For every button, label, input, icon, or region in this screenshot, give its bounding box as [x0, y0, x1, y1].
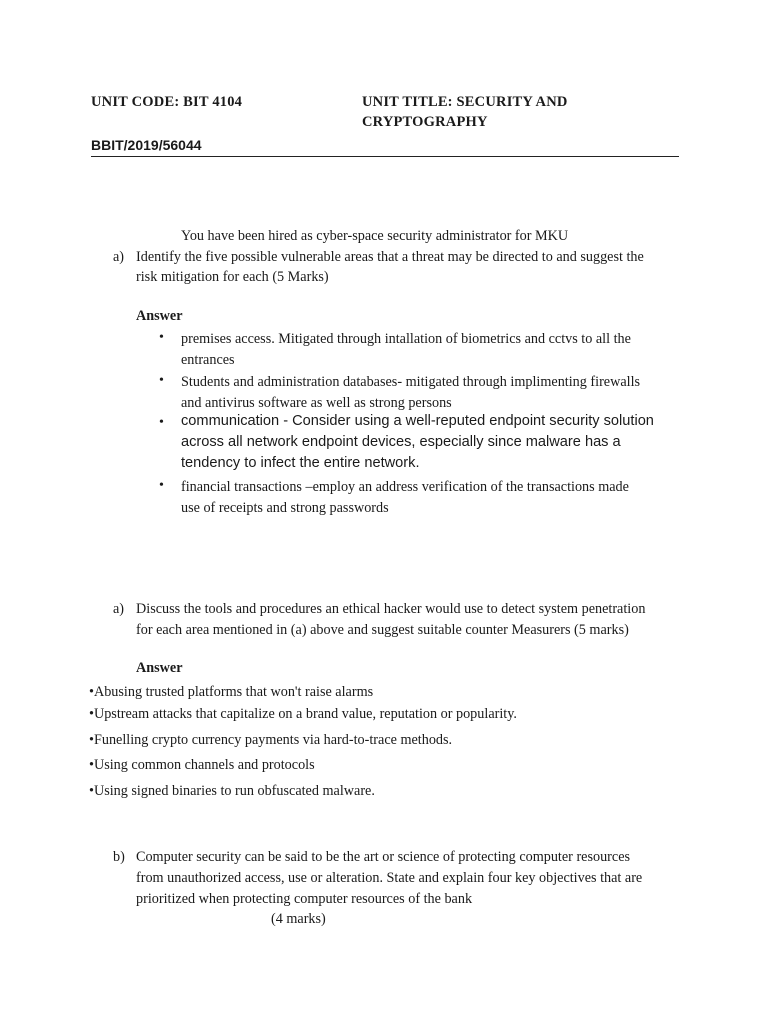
bullet-icon: •: [89, 757, 94, 773]
list-item-line: tendency to infect the entire network.: [181, 455, 420, 471]
unit-title-line2: CRYPTOGRAPHY: [362, 114, 488, 130]
q3-label: b): [113, 849, 125, 865]
bullet-icon: •: [89, 706, 94, 722]
list-item: [89, 755, 315, 776]
list-item-line: use of receipts and strong passwords: [181, 499, 389, 516]
header-divider: [91, 156, 679, 157]
list-item: [89, 682, 373, 703]
q3-marks: (4 marks): [271, 911, 326, 927]
q1-label: a): [113, 249, 125, 265]
q2-text-line2: for each area mentioned in (a) above and suggest suitable counter Measurers (5 marks): [136, 622, 629, 638]
bullet-icon: •: [159, 373, 164, 388]
list-item-text: Upstream attacks that capitalize on a brand value, reputation or popularity.: [93, 706, 517, 722]
q1-text-line1: Identify the five possible vulnerable areas that a threat may be directed to and suggest the: [136, 249, 644, 265]
unit-code: UNIT CODE: BIT 4104: [91, 94, 243, 110]
list-item-line: entrances: [181, 351, 235, 368]
unit-title-line1: UNIT TITLE: SECURITY AND: [362, 94, 568, 110]
list-item-line: across all network endpoint devices, especially since malware has a: [181, 434, 621, 450]
list-item-line: communication - Consider using a well-reputed endpoint security solution: [181, 413, 654, 429]
registration-number: BBIT/2019/56044: [91, 137, 202, 153]
q2-label: a): [113, 601, 125, 617]
q3-text-line1: Computer security can be said to be the art or science of protecting computer resources: [136, 849, 631, 865]
q2-answer-label: Answer: [136, 660, 183, 676]
bullet-icon: •: [159, 330, 164, 345]
list-item: [181, 329, 677, 371]
list-item: [89, 730, 452, 751]
q3-text-line2: from unauthorized access, use or alteration. State and explain four key objectives that are: [136, 869, 643, 886]
bullet-icon: •: [159, 415, 164, 430]
list-item-text: Funelling crypto currency payments via hard-to-trace methods.: [93, 732, 453, 748]
bullet-icon: •: [89, 684, 94, 700]
list-item: [89, 704, 517, 725]
list-item: [181, 477, 677, 519]
list-item: [181, 372, 677, 414]
list-item-line: and antivirus software as well as strong persons: [181, 394, 452, 411]
list-item: [89, 781, 375, 802]
list-item-line: Students and administration databases- mitigated through implimenting firewalls: [181, 374, 641, 390]
q3-text-line3: prioritized when protecting computer resources of the bank: [136, 890, 473, 907]
q3-text: [136, 847, 678, 909]
intro-text: You have been hired as cyber-space security administrator for MKU: [181, 228, 569, 244]
list-item-line: premises access. Mitigated through intallation of biometrics and cctvs to all the: [181, 331, 631, 347]
list-item-text: Abusing trusted platforms that won't raise alarms: [93, 684, 374, 700]
q1-text-line2: risk mitigation for each (5 Marks): [136, 269, 329, 285]
list-item-text: Using common channels and protocols: [93, 757, 315, 773]
q2-text-line1: Discuss the tools and procedures an ethical hacker would use to detect system penetration: [136, 601, 646, 617]
bullet-icon: •: [159, 478, 164, 493]
list-item: [181, 411, 677, 474]
bullet-icon: •: [89, 783, 94, 799]
bullet-icon: •: [89, 732, 94, 748]
list-item-line: financial transactions –employ an address verification of the transactions made: [181, 479, 629, 495]
q1-answer-label: Answer: [136, 308, 183, 324]
list-item-text: Using signed binaries to run obfuscated malware.: [93, 783, 375, 799]
